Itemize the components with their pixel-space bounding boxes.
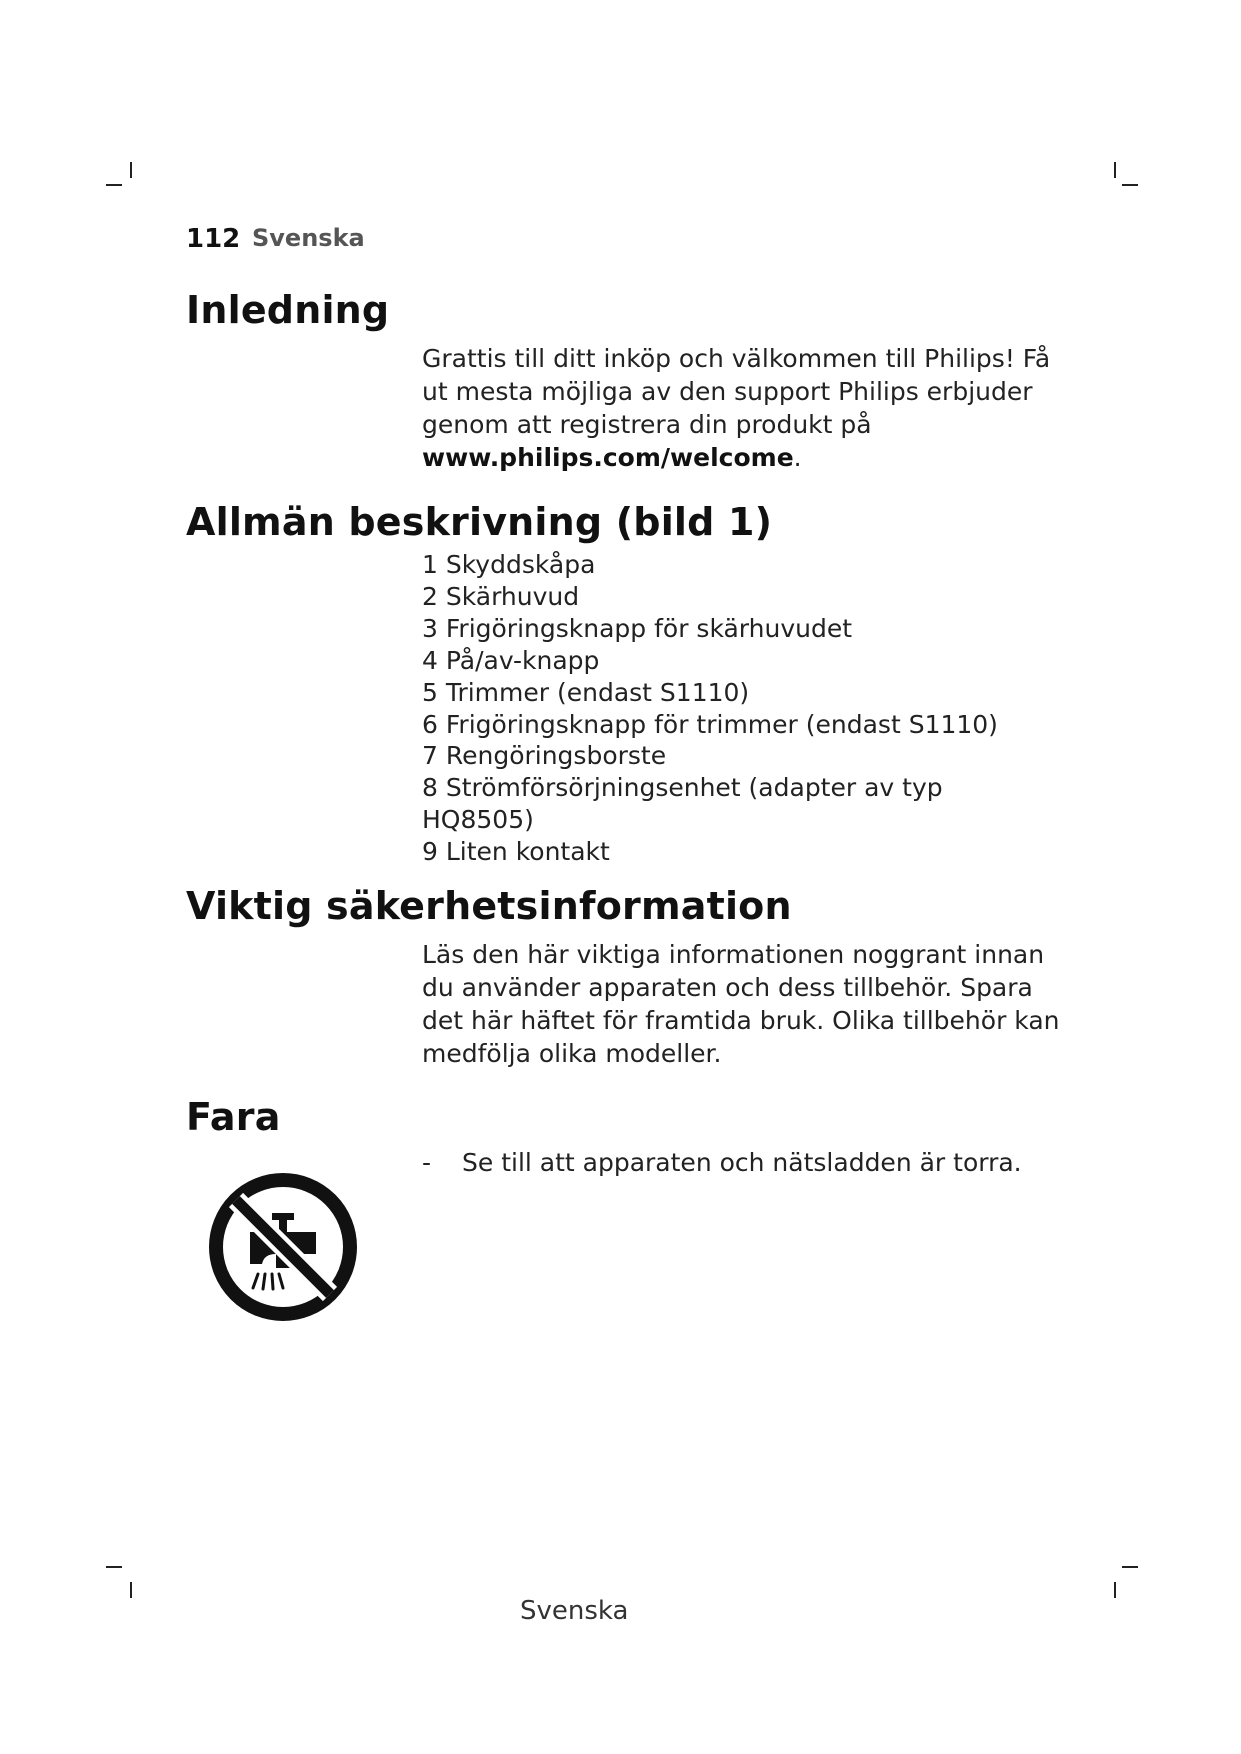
list-item: 4 På/av-knapp [422,645,600,675]
list-item: 7 Rengöringsborste [422,741,667,771]
safety-line: du använder apparaten och dess tillbehör. Spara [422,973,1033,1002]
intro-url-line [422,441,1062,474]
section-title-safety: Viktig säkerhetsinformation [186,884,792,928]
no-water-tap-icon [206,1170,360,1324]
safety-line: Läs den här viktiga informationen noggrant innan [422,940,1045,969]
page-number: 112 [186,224,241,254]
faucet-handle [272,1213,294,1220]
crop-mark-bottom-right-v [1114,1582,1116,1598]
list-item: 8 Strömförsörjningsenhet (adapter av typ [422,773,943,803]
intro-paragraph [422,342,1062,474]
crop-mark-bottom-right-h [1122,1566,1138,1568]
crop-mark-top-right-h [1122,184,1138,186]
crop-mark-top-left-h [106,184,122,186]
parts-list [422,549,1062,868]
intro-line: ut mesta möjliga av den support Philips erbjuder [422,377,1033,406]
section-title-danger: Fara [186,1095,281,1139]
safety-line: medfölja olika modeller. [422,1039,722,1068]
safety-paragraph [422,938,1062,1070]
intro-line: Grattis till ditt inköp och välkommen till Philips! Få [422,344,1051,373]
water-drops [253,1274,283,1289]
list-item: 3 Frigöringsknapp för skärhuvudet [422,613,853,643]
list-item: 1 Skyddskåpa [422,550,596,579]
bullet-dash: - [422,1148,432,1177]
intro-line: genom att registrera din produkt på [422,410,872,439]
crop-mark-bottom-left-v [130,1582,132,1598]
url-suffix: . [793,443,802,472]
header-language: Svenska [252,224,365,252]
crop-mark-bottom-left-h [106,1566,122,1568]
list-item: 5 Trimmer (endast S1110) [422,677,750,707]
list-item: 2 Skärhuvud [422,581,580,611]
welcome-url-link[interactable]: www.philips.com/welcome [422,443,794,472]
list-item-continuation: HQ8505) [422,805,534,835]
crop-mark-top-right-v [1114,162,1116,178]
crop-mark-top-left-v [130,162,132,178]
danger-bullet-text: Se till att apparaten och nätsladden är torra. [462,1148,1022,1177]
section-title-description: Allmän beskrivning (bild 1) [186,500,773,544]
safety-line: det här häftet för framtida bruk. Olika tillbehör kan [422,1006,1060,1035]
list-item: 6 Frigöringsknapp för trimmer (endast S1110) [422,709,998,739]
section-title-intro: Inledning [186,288,390,332]
danger-bullet [422,1148,1022,1177]
list-item: 9 Liten kontakt [422,837,610,867]
footer-language: Svenska [520,1596,629,1626]
